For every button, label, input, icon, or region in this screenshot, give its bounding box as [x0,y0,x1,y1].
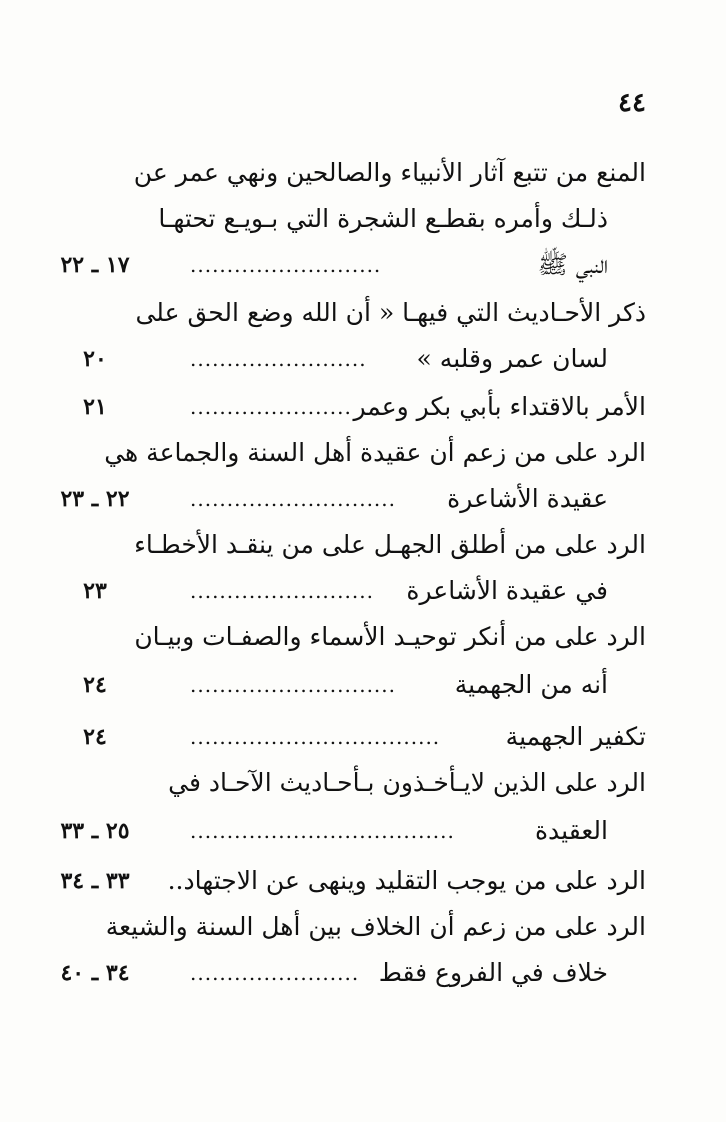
page-reference: ٢٣ [83,578,107,604]
toc-entry-text: تكفير الجهمية [505,722,646,751]
toc-line [0,336,726,382]
page-reference: ٣٤ ـ ٤٠ [60,960,130,986]
toc-line [0,196,726,242]
leader-dots: ...................... [190,395,352,419]
leader-dots: ........................ [190,347,367,371]
toc-line [0,522,726,568]
leader-dots: ......................... [190,579,374,603]
leader-dots: ............................ [190,487,397,511]
page-reference: ٢٢ ـ ٢٣ [60,486,130,512]
toc-line [0,904,726,950]
toc-entry-text: الرد على من يوجب التقليد وينهى عن الاجتهاد.. [167,866,646,895]
toc-line [0,808,726,854]
toc-entry-text: النبي ﷺ [537,250,608,279]
toc-line [0,714,726,760]
page-reference: ٢٠ [83,346,107,372]
leader-dots: .......................... [190,253,382,277]
toc-entry-text: عقيدة الأشاعرة [447,484,608,513]
toc-entry-text: ذلـك وأمره بقطـع الشجرة التي بـويـع تحتهـا [158,204,608,233]
toc-entry-text: الرد على الذين لايـأخـذون بـأحـاديث الآحـاد في [168,768,646,797]
toc-line [0,430,726,476]
toc-line [0,950,726,996]
page-number: ٤٤ [618,88,646,118]
toc-line [0,662,726,708]
toc-entry-text: في عقيدة الأشاعرة [406,576,608,605]
toc-line [0,760,726,806]
toc-entry-text: ذكر الأحـاديث التي فيهـا « أن الله وضع الحق على [135,298,646,327]
toc-line [0,150,726,196]
toc-line [0,290,726,336]
toc-entry-text: المنع من تتبع آثار الأنبياء والصالحين ونهي عمر عن [133,158,646,187]
toc-entry-text: أنه من الجهمية [454,670,608,699]
leader-dots: .................................... [190,819,455,843]
page-reference: ٢١ [83,394,107,420]
toc-line [0,242,726,288]
toc-entry-text: العقيدة [534,816,608,845]
leader-dots: ............................ [190,673,397,697]
toc-entry-text: لسان عمر وقلبه » [416,344,608,373]
toc-entry-text: الرد على من أنكر توحيـد الأسماء والصفـات وبيـان [134,622,646,651]
toc-line [0,614,726,660]
toc-entry-text: خلاف في الفروع فقط [378,958,608,987]
page-reference: ٢٤ [83,672,107,698]
page-reference: ٢٥ ـ ٣٣ [60,818,130,844]
toc-line [0,858,726,904]
leader-dots: .................................. [190,725,441,749]
toc-line [0,476,726,522]
page-reference: ٢٤ [83,724,107,750]
toc-entry-text: الرد على من زعم أن الخلاف بين أهل السنة والشيعة [105,912,646,941]
leader-dots: ....................... [190,961,360,985]
page-reference: ١٧ ـ ٢٢ [60,252,130,278]
toc-entry-text: الرد على من أطلق الجهـل على من ينقـد الأخطـاء [134,530,646,559]
toc-line [0,568,726,614]
toc-entry-text: الرد على من زعم أن عقيدة أهل السنة والجماعة هي [104,438,646,467]
page-reference: ٣٣ ـ ٣٤ [60,868,130,894]
toc-line [0,384,726,430]
toc-entry-text: الأمر بالاقتداء بأبي بكر وعمر [353,392,646,421]
